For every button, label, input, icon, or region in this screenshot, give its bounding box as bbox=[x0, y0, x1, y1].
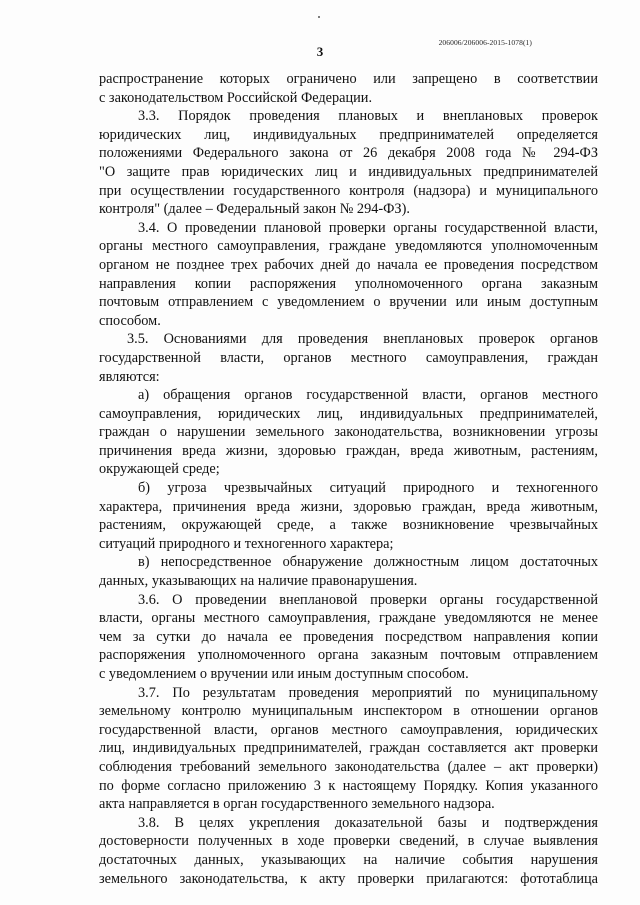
page-number: 3 bbox=[316, 44, 324, 59]
text-line: 3.5. Основаниями для проведения внеплановых проверок органов bbox=[127, 331, 598, 348]
text-line: являются: bbox=[99, 368, 160, 385]
text-line: граждан о нарушении земельного законодательства, возникновении угрозы bbox=[99, 424, 598, 441]
text-line: с законодательством Российской Федерации. bbox=[99, 89, 373, 106]
text-line: ситуаций природного и техногенного характера; bbox=[99, 535, 394, 552]
text-line: данных, указывающих на наличие правонарушения. bbox=[99, 573, 418, 590]
text-line: окружающей среде; bbox=[99, 461, 220, 478]
text-line: контроля" (далее – Федеральный закон № 294-ФЗ). bbox=[99, 201, 410, 218]
scan-speck bbox=[318, 16, 320, 18]
text-line: лиц, индивидуальных предпринимателей, граждан составляется акт проверки bbox=[99, 740, 598, 757]
text-line: с уведомлением о вручении или иным доступным способом. bbox=[99, 666, 469, 682]
text-line: в) непосредственное обнаружение должностным лицом достаточных bbox=[138, 554, 598, 571]
text-line: достаточных данных, указывающих на наличие события нарушения bbox=[99, 851, 598, 868]
text-line: органом не позднее трех рабочих дней до начала ее проведения посредством bbox=[99, 256, 598, 273]
text-line: органы местного самоуправления, граждане уведомляются уполномоченным bbox=[99, 238, 598, 255]
text-line: земельному контролю муниципальным инспектором в отношении органов bbox=[99, 703, 598, 720]
text-line: положениями Федерального закона от 26 декабря 2008 года № 294-ФЗ bbox=[99, 145, 598, 162]
text-line: земельного законодательства, к акту проверки прилагаются: фототаблица bbox=[99, 870, 598, 887]
text-line: а) обращения органов государственной власти, органов местного bbox=[138, 387, 598, 404]
text-line: "О защите прав юридических лиц и индивидуальных предпринимателей bbox=[99, 163, 598, 180]
text-line: почтовым отправлением с уведомлением о вручении или иным доступным bbox=[99, 294, 598, 311]
text-line: власти, органы местного самоуправления, граждане уведомляются не менее bbox=[99, 610, 598, 627]
text-line: государственной власти, органов местного самоуправления, юридических bbox=[99, 721, 598, 738]
text-line: соблюдения требований земельного законодательства (далее – акт проверки) bbox=[99, 758, 598, 775]
text-line: самоуправления, юридических лиц, индивидуальных предпринимателей, bbox=[99, 405, 598, 422]
text-line: причинения вреда жизни, здоровью граждан, вреда животным, растениям, bbox=[99, 442, 598, 459]
text-line: способом. bbox=[99, 312, 161, 329]
text-line: 3.4. О проведении плановой проверки органы государственной власти, bbox=[138, 219, 598, 236]
document-id: 206006/206006-2015-1078(1) bbox=[438, 38, 532, 47]
text-line: 3.6. О проведении внеплановой проверки органы государственной bbox=[138, 591, 598, 608]
text-line: по форме согласно приложению 3 к настоящему Порядку. Копия указанного bbox=[99, 777, 598, 794]
text-line: 3.3. Порядок проведения плановых и внеплановых проверок bbox=[138, 108, 598, 125]
text-line: юридических лиц, индивидуальных предпринимателей определяется bbox=[99, 126, 598, 143]
text-line: растениям, окружающей среде, а также возникновение чрезвычайных bbox=[99, 517, 598, 534]
text-line: акта направляется в орган государственного земельного надзора. bbox=[99, 796, 495, 813]
text-line: характера, причинения вреда жизни, здоровью граждан, вреда животным, bbox=[99, 498, 598, 515]
text-line: распоряжения уполномоченного органа заказным почтовым отправлением bbox=[99, 647, 598, 664]
document-body bbox=[99, 70, 598, 888]
text-line: распространение которых ограничено или запрещено в соответствии bbox=[99, 71, 598, 87]
text-line: чем за сутки до начала ее проведения посредством направления копии bbox=[99, 628, 598, 645]
text-line: достоверности полученных в ходе проверки сведений, в случае выявления bbox=[99, 833, 598, 850]
text-line: 3.7. По результатам проведения мероприятий по муниципальному bbox=[138, 684, 598, 701]
text-line: направления копии распоряжения уполномоченного органа заказным bbox=[99, 275, 598, 292]
text-line: 3.8. В целях укрепления доказательной базы и подтверждения bbox=[138, 814, 598, 831]
text-line: б) угроза чрезвычайных ситуаций природного и техногенного bbox=[138, 480, 598, 497]
text-line: государственной власти, органов местного самоуправления, граждан bbox=[99, 349, 598, 366]
text-line: при осуществлении государственного контроля (надзора) и муниципального bbox=[99, 182, 598, 199]
